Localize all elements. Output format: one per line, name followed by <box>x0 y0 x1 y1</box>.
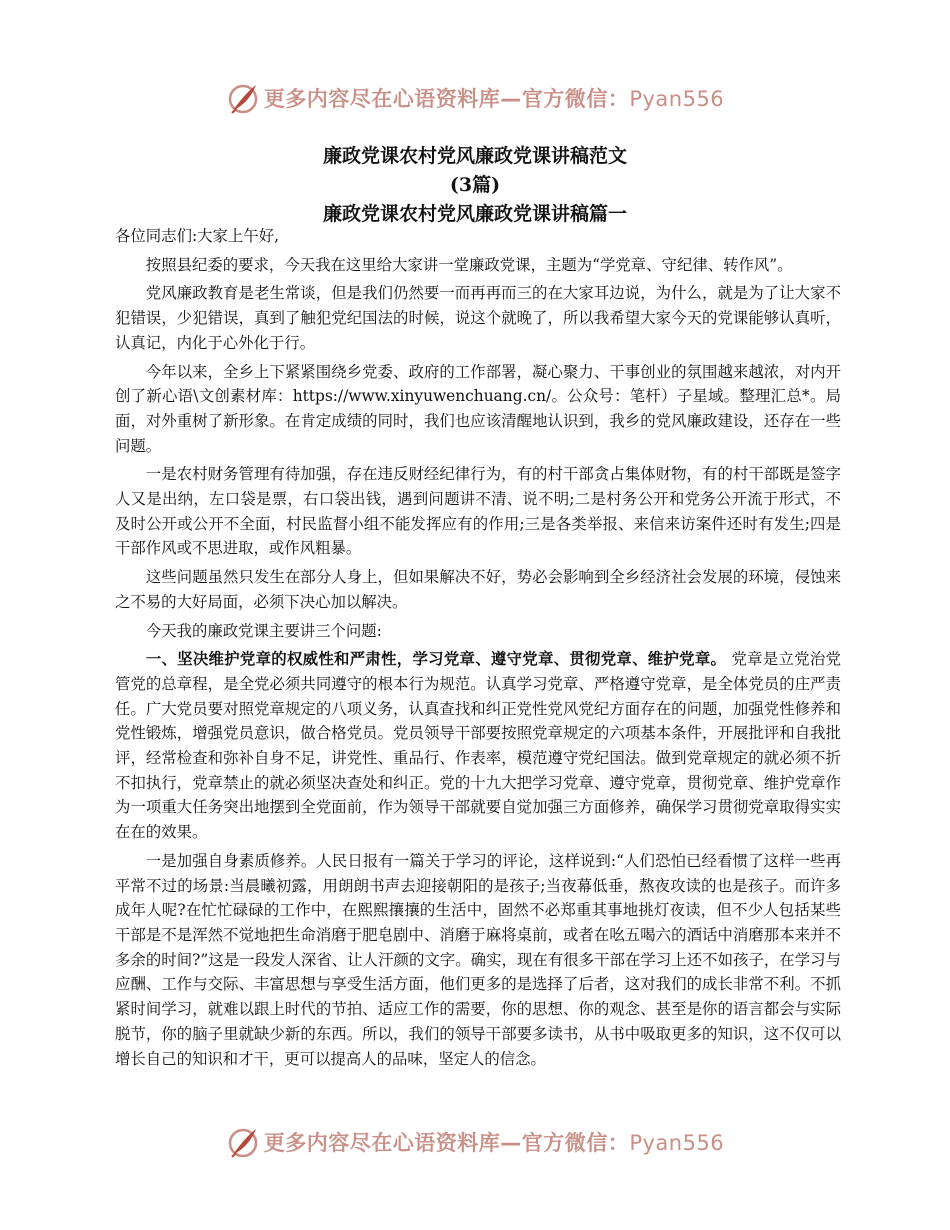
paragraph-1: 按照县纪委的要求，今天我在这里给大家讲一堂廉政党课，主题为“学党章、守纪律、转作风”。 <box>145 255 793 274</box>
header-banner <box>0 78 950 118</box>
paragraph-8: 一是加强自身素质修养。人民日报有一篇关于学习的评论，这样说到:“人们恐怕已经看惯了这样一些再平常不过的场景:当晨曦初露，用朗朗书声去迎接朝阳的是孩子;当夜幕低垂，熬夜攻读的也是孩子。而许多成年人呢?在忙忙碌碌的工作中，在熙熙攘攘的生活中，固然不必郑重其事地挑灯夜读，但不少人包括某些干部是不是浑然不觉地把生命消磨于肥皂剧中、消磨于麻将桌前，或者在吆五喝六的酒话中消磨那本来并不多余的时间?”这是一段发人深省、让人汗颜的文字。确实，现在有很多干部在学习上还不如孩子，在学习与应酬、工作与交际、丰富思想与享受生活方面，他们更多的是选择了后者，这对我们的成长非常不利。不抓紧时间学习，就难以跟上时代的节拍、适应工作的需要，你的思想、你的观念、甚至是你的语言都会与实际脱节，你的脑子里就缺少新的东西。所以，我们的领导干部要多读书，从书中吸取更多的知识，这不仅可以增长自己的知识和才干，更可以提高人的品味，坚定人的信念。 <box>115 851 841 1068</box>
paragraph-7 <box>115 647 841 845</box>
banner-text <box>264 83 724 113</box>
quill-pen-logo-icon <box>226 1125 260 1159</box>
document-body <box>115 224 841 1075</box>
document-titles <box>0 142 950 229</box>
doc-title-count: (3篇) <box>449 174 501 196</box>
section-title: 廉政党课农村党风廉政党课讲稿篇一 <box>322 203 627 225</box>
paragraph-3: 今年以来，全乡上下紧紧围绕乡党委、政府的工作部署，凝心聚力、干事创业的氛围越来越浓，对内开创了新心语\文创素材库：https://www.xinyuwenchuang.cn/。公众号：笔杆）子星域。整理汇总*。局面，对外重树了新形象。在肯定成绩的同时，我们也应该清醒地认识到，我乡的党风廉政建设，还存在一些问题。 <box>115 362 841 455</box>
footer-banner <box>0 1122 950 1162</box>
point-one-heading: 一、坚决维护党章的权威性和严肃性，学习党章、遵守党章、贯彻党章、维护党章。 <box>145 650 727 669</box>
paragraph-6: 今天我的廉政党课主要讲三个问题: <box>145 621 382 640</box>
footer-banner-wechat-id: Pyan556 <box>629 1131 725 1155</box>
point-one-text: 党章是立党治党管党的总章程，是全党必须共同遵守的根本行为规范。认真学习党章、严格遵守党章，是全体党员的庄严责任。广大党员要对照党章规定的八项义务，认真查找和纠正党性党风党纪方面存在的问题，加强党性修养和党性锻炼，增强党员意识，做合格党员。党员领导干部要按照党章规定的六项基本条件，开展批评和自我批评，经常检查和弥补自身不足，讲党性、重品行、作表率，模范遵守党纪国法。做到党章规定的就必须不折不扣执行，党章禁止的就必须坚决查处和纠正。党的十九大把学习党章、遵守党章，贯彻党章、维护党章作为一项重大任务突出地摆到全党面前，作为领导干部就要自觉加强三方面修养，确保学习贯彻党章取得实实在在的效果。 <box>115 650 841 842</box>
paragraph-5: 这些问题虽然只发生在部分人身上，但如果解决不好，势必会影响到全乡经济社会发展的环境，侵蚀来之不易的大好局面，必须下决心加以解决。 <box>115 568 841 611</box>
banner-label: 更多内容尽在心语资料库—官方微信： <box>263 87 630 111</box>
footer-banner-text <box>264 1127 724 1157</box>
paragraph-2: 党风廉政教育是老生常谈，但是我们仍然要一而再再而三的在大家耳边说，为什么，就是为了让大家不犯错误，少犯错误，真到了触犯党纪国法的时候，说这个就晚了，所以我希望大家今天的党课能够认真听，认真记，内化于心外化于行。 <box>115 284 841 352</box>
footer-banner-label: 更多内容尽在心语资料库—官方微信： <box>263 1131 630 1155</box>
greeting: 各位同志们:大家上午好, <box>115 227 279 245</box>
quill-pen-logo-icon <box>226 81 260 115</box>
doc-title: 廉政党课农村党风廉政党课讲稿范文 <box>322 145 627 167</box>
paragraph-4: 一是农村财务管理有待加强，存在违反财经纪律行为，有的村干部贪占集体财物，有的村干部既是签字人又是出纳，左口袋是票，右口袋出钱，遇到问题讲不清、说不明;二是村务公开和党务公开流于形式，不及时公开或公开不全面，村民监督小组不能发挥应有的作用;三是各类举报、来信来访案件还时有发生;四是干部作风或不思进取，或作风粗暴。 <box>115 465 841 558</box>
banner-wechat-id: Pyan556 <box>629 87 725 111</box>
